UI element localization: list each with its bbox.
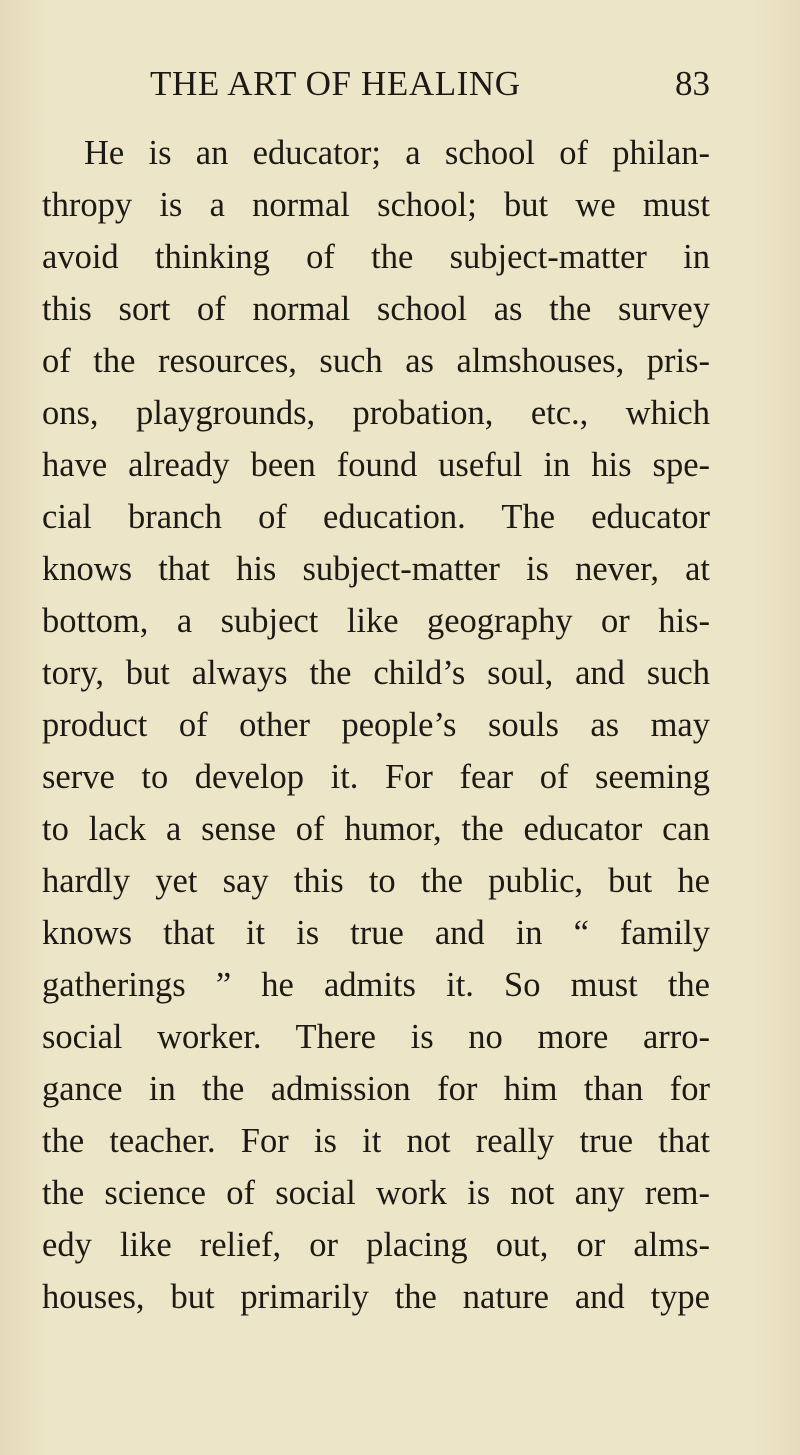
- text-line: tory, but always the child’s soul, and such: [42, 654, 710, 692]
- text-line: gance in the admission for him than for: [42, 1070, 710, 1108]
- text-line: the science of social work is not any rem-: [42, 1174, 710, 1212]
- text-line: this sort of normal school as the survey: [42, 290, 710, 328]
- page-number: 83: [675, 64, 710, 103]
- text-line: to lack a sense of humor, the educator can: [42, 810, 710, 848]
- text-line: product of other people’s souls as may: [42, 706, 710, 744]
- text-line: cial branch of education. The educator: [42, 498, 710, 536]
- text-line: edy like relief, or placing out, or alms-: [42, 1226, 710, 1264]
- running-title: THE ART OF HEALING: [150, 64, 521, 103]
- text-line: thropy is a normal school; but we must: [42, 186, 710, 224]
- text-line: avoid thinking of the subject-matter in: [42, 238, 710, 276]
- text-line: knows that his subject-matter is never, at: [42, 550, 710, 588]
- text-line: ons, playgrounds, probation, etc., which: [42, 394, 710, 432]
- text-line: gatherings ” he admits it. So must the: [42, 966, 710, 1004]
- text-line: social worker. There is no more arro-: [42, 1018, 710, 1056]
- text-line: knows that it is true and in “ family: [42, 914, 710, 952]
- text-line: of the resources, such as almshouses, pris-: [42, 342, 710, 380]
- text-line: He is an educator; a school of philan-: [84, 134, 710, 172]
- text-line: serve to develop it. For fear of seeming: [42, 758, 710, 796]
- text-line: bottom, a subject like geography or his-: [42, 602, 710, 640]
- text-line: hardly yet say this to the public, but he: [42, 862, 710, 900]
- text-line: have already been found useful in his spe-: [42, 446, 710, 484]
- text-line: the teacher. For is it not really true that: [42, 1122, 710, 1160]
- text-line: houses, but primarily the nature and type: [42, 1278, 710, 1316]
